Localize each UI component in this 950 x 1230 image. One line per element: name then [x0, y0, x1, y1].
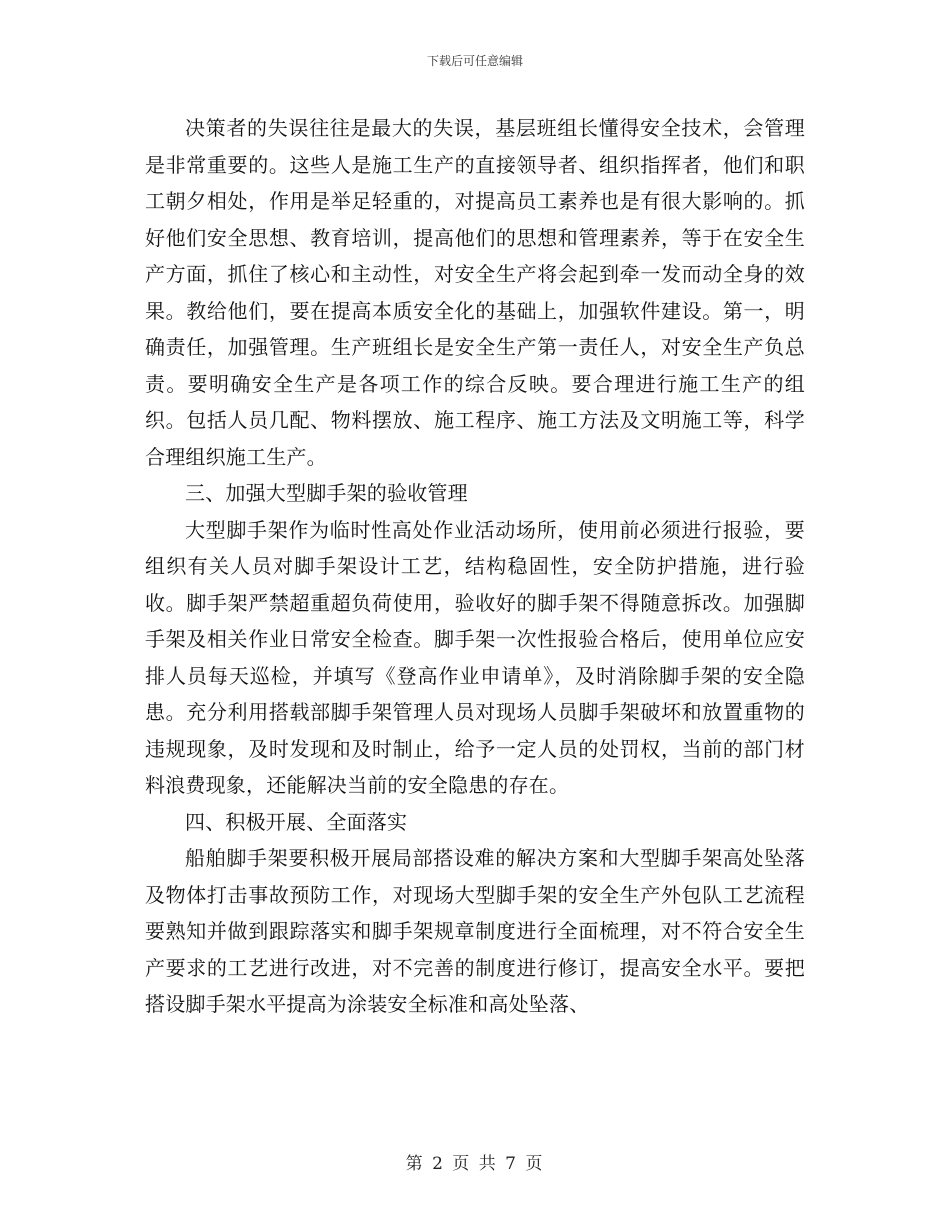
- document-body: [145, 110, 805, 1023]
- paragraph-implementation: 船舶脚手架要积极开展局部搭设难的解决方案和大型脚手架高处坠落及物体打击事故预防工作，对现场大型脚手架的安全生产外包队工艺流程要熟知并做到跟踪落实和脚手架规章制度进行全面梳理，对不符合安全生产要求的工艺进行改进，对不完善的制度进行修订，提高安全水平。要把搭设脚手架水平提高为涂装安全标准和高处坠落、: [145, 846, 805, 1016]
- section-heading-4: 四、积极开展、全面落实: [185, 809, 408, 834]
- paragraph-team-leaders: 决策者的失误往往是最大的失误，基层班组长懂得安全技术，会管理是非常重要的。这些人是施工生产的直接领导者、组织指挥者，他们和职工朝夕相处，作用是举足轻重的，对提高员工素养也是有很大影响的。抓好他们安全思想、教育培训，提高他们的思想和管理素养，等于在安全生产方面，抓住了核心和主动性，对安全生产将会起到牵一发而动全身的效果。教给他们，要在提高本质安全化的基础上，加强软件建设。第一，明确责任，加强管理。生产班组长是安全生产第一责任人，对安全生产负总责。要明确安全生产是各项工作的综合反映。要合理进行施工生产的组织。包括人员几配、物料摆放、施工程序、施工方法及文明施工等，科学合理组织施工生产。: [145, 116, 805, 469]
- section-heading-3: 三、加强大型脚手架的验收管理: [185, 481, 468, 505]
- page-number-footer: 第 2 页 共 7 页: [405, 1154, 545, 1174]
- paragraph-scaffold-acceptance: 大型脚手架作为临时性高处作业活动场所，使用前必须进行报验，要组织有关人员对脚手架设计工艺，结构稳固性，安全防护措施，进行验收。脚手架严禁超重超负荷使用，验收好的脚手架不得随意拆改。加强脚手架及相关作业日常安全检查。脚手架一次性报验合格后，使用单位应安排人员每天巡检，并填写《登高作业申请单》，及时消除脚手架的安全隐患。充分利用搭载部脚手架管理人员对现场人员脚手架破坏和放置重物的违规现象，及时发现和及时制止，给予一定人员的处罚权，当前的部门材料浪费现象，还能解决当前的安全隐患的存在。: [145, 517, 805, 797]
- page-header: 下载后可任意编辑: [426, 54, 523, 68]
